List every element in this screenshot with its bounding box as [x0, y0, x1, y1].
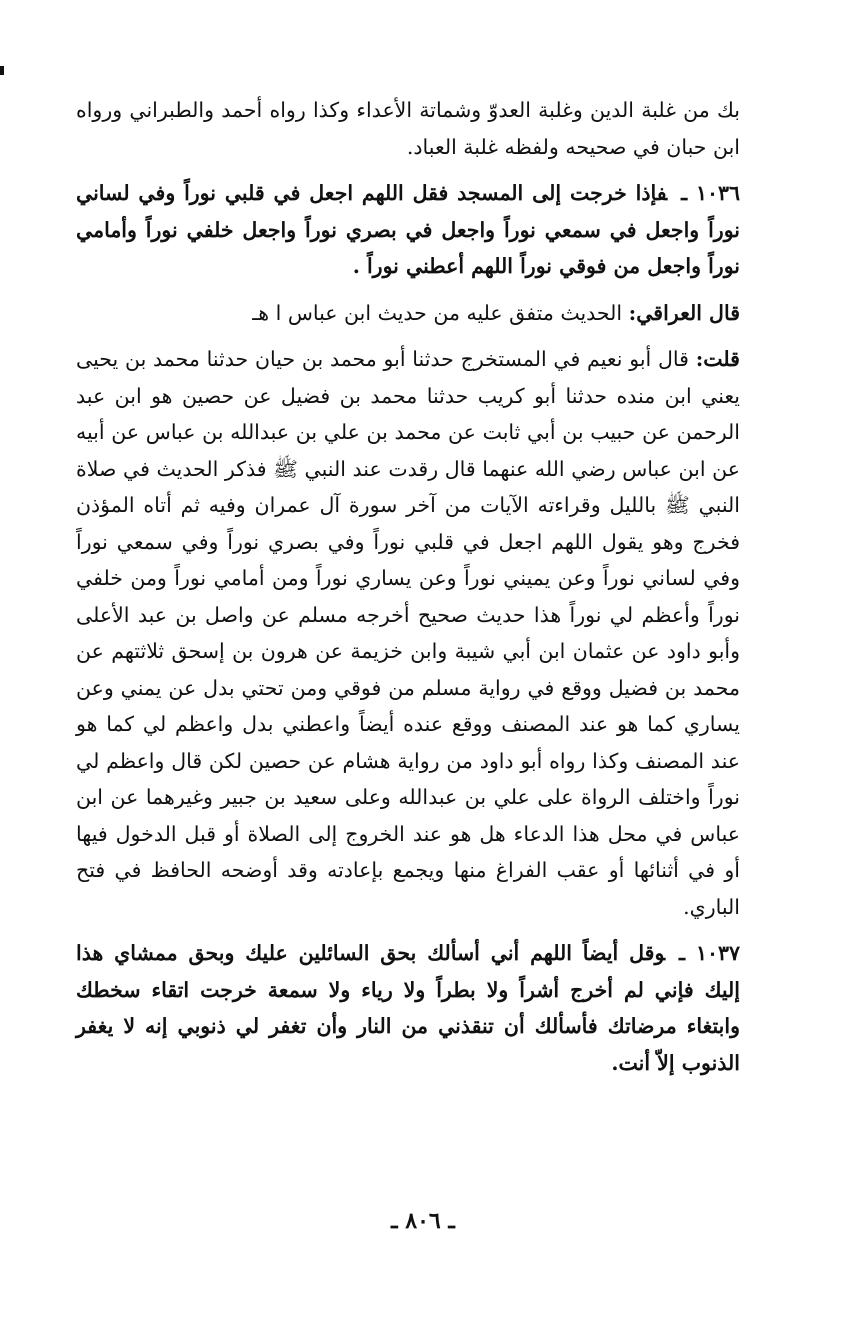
commentary-text: قال أبو نعيم في المستخرج حدثنا أبو محمد بن حيان حدثنا محمد بن يحيى يعني ابن منده حدثنا أبو كريب حدثنا محمد بن فضيل عن حصين هو ابن عبد الرحمن عن حبيب بن أبي ثابت عن محمد بن علي بن عبدالله بن عباس عن أبيه عن ابن عباس رضي الله عنهما قال رقدت عند النبي ﷺ فذكر الحديث في صلاة النبي ﷺ بالليل وقراءته الآيات من آخر سورة آل عمران وفيه ثم أتاه المؤذن فخرج وهو يقول اللهم اجعل في قلبي نوراً وفي بصري نوراً وفي سمعي نوراً وفي لساني نوراً وعن يميني نوراً وعن يساري نوراً ومن أمامي نوراً ومن خلفي نوراً وأعظم لي نوراً هذا حديث صحيح أخرجه مسلم عن واصل بن عبد الأعلى وأبو داود عن عثمان ابن أبي شيبة وابن خزيمة عن هرون بن إسحق ثلاثتهم عن محمد بن فضيل ووقع في رواية مسلم من فوقي ومن تحتي بدل عن يمني وعن يساري كما هو عند المصنف ووقع عنده أيضاً واعطني بدل واعظم لي كما هو عند المصنف وكذا رواه أبو داود من رواية هشام عن حصين لكن قال واعظم لي نوراً واختلف الرواة على علي بن عبدالله وعلى سعيد بن جبير وغيرهما عن ابن عباس في محل هذا الدعاء هل هو عند الخروج إلى الصلاة أو قبل الدخول فيها أو في أثنائها أو عقب الفراغ منها ويجمع بإعادته وقد أوضحه الحافظ في فتح الباري.: [76, 347, 740, 919]
hadith-1037-number: ١٠٣٧ ـ: [679, 941, 740, 965]
commentary-paragraph: [76, 341, 740, 925]
intro-paragraph: بك من غلبة الدين وغلبة العدوّ وشماتة الأعداء وكذا رواه أحمد والطبراني ورواه ابن حبان في صحيحه ولفظه غلبة العباد.: [76, 98, 740, 159]
iraqi-note: [76, 295, 740, 332]
paragraph-gap: [76, 165, 740, 175]
iraqi-note-lead: قال العراقي:: [628, 300, 740, 325]
hadith-1036-text: فإذا خرجت إلى المسجد فقل اللهم اجعل في قلبي نوراً وفي لساني نوراً واجعل في سمعي نوراً واجعل في بصري نوراً واجعل خلفي نوراً وأمامي نوراً واجعل من فوقي نوراً اللهم أعطني نوراً .: [76, 181, 740, 278]
page-edge-mark: [0, 66, 4, 75]
iraqi-note-text: الحديث متفق عليه من حديث ابن عباس ا هـ: [252, 300, 623, 325]
hadith-1036: [76, 175, 740, 285]
paragraph-gap: [76, 285, 740, 295]
hadith-1036-number: ١٠٣٦ ـ: [681, 181, 740, 205]
hadith-1037-text: وقل أيضاً اللهم أني أسألك بحق السائلين عليك وبحق ممشاي هذا إليك فإني لم أخرج أشراً ولا بطراً ولا رياء ولا سمعة خرجت اتقاء سخطك وابتغاء مرضاتك فأسألك أن تنقذني من النار وأن تغفر لي ذنوبي إنه لا يغفر الذنوب إلاّ أنت.: [76, 941, 740, 1075]
book-page-body: [76, 92, 740, 1081]
commentary-lead: قلت:: [695, 347, 740, 371]
page-number: ـ ٨٠٦ ـ: [391, 1208, 455, 1234]
paragraph-gap: [76, 925, 740, 935]
hadith-1037: [76, 935, 740, 1081]
paragraph-gap: [76, 331, 740, 341]
